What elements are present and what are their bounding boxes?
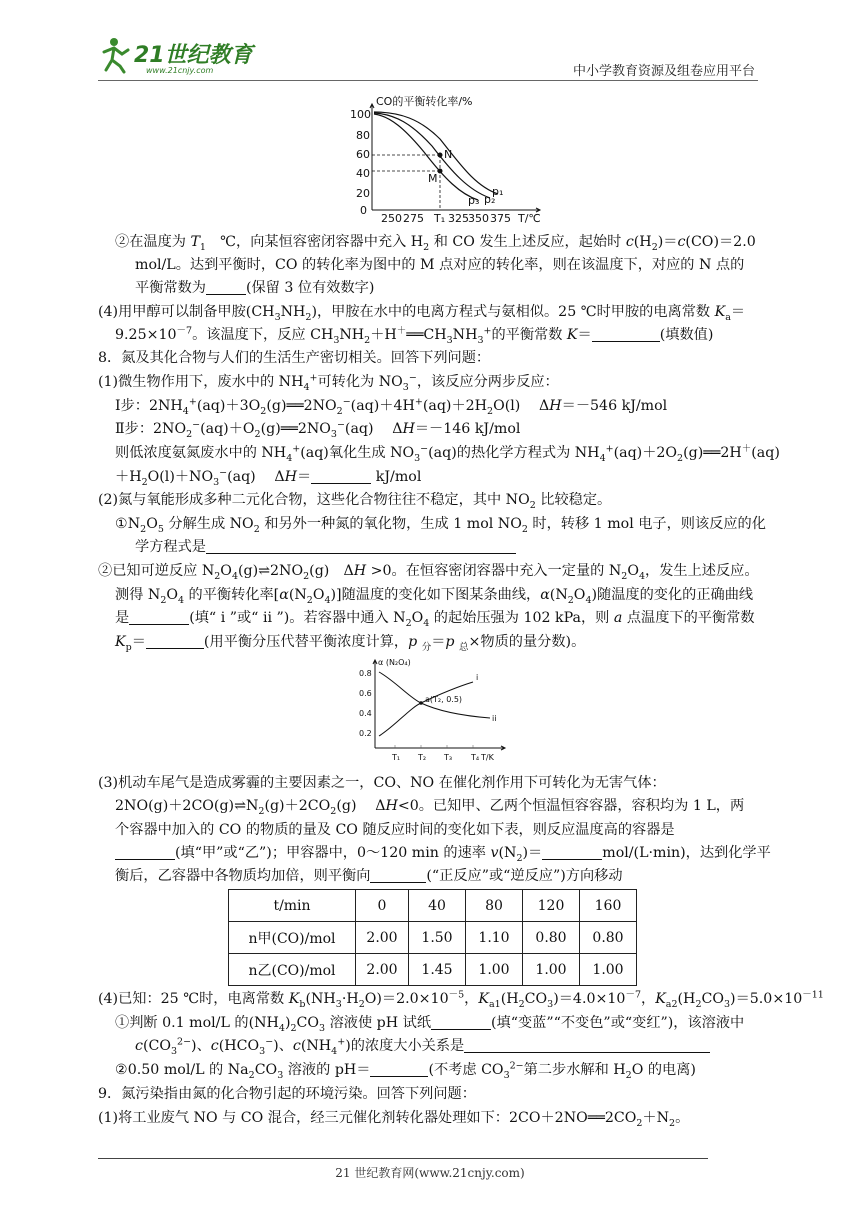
text-line: $+H_2O(l)+NO_3^-(aq)$ ΔH＝ kJ/mol [115,467,422,488]
answer-blank[interactable] [115,845,175,860]
chart1-xtick: T₁ [434,212,446,225]
table-cell: 1.00 [523,954,580,986]
text-line: $9.25\times 10^{-7}$。该温度下，反应 $CH_3NH_2+H^+══CH_3NH_3^+$的平衡常数 K＝ (填数值) [115,325,714,346]
chart1-xunit: T/℃ [518,212,541,225]
table-cell: n甲(CO)/mol [229,922,356,954]
text-line: (4)已知：25 ℃时，电离常数 $K_b(NH_3\cdot H_2O)=2.0\times 10^{-5}$，$K_{a1}(H_2CO_3)=4.0\times 10^{-7}$，$K_{a2}(H_2CO_3)=5.0\times 10^{-11}$ [98,989,824,1010]
label-p1: p₁ [492,185,504,198]
text-line: Ⅱ步：$2NO_2^-(aq)+O_2(g)══2NO_3^-(aq)$ ΔH＝－146 kJ/mol [115,419,521,440]
header-platform-name: 中小学教育资源及组卷应用平台 [572,64,755,79]
chart2-xtick: T₂ [418,753,427,762]
answer-blank[interactable] [464,1038,710,1053]
point-a [419,701,423,705]
co-data-table [228,889,637,986]
text-line: $K_p=$ (用平衡分压代替平衡浓度计算，p $_分$＝p $_总$×物质的量分数)。 [115,634,586,653]
text-line: 学方程式是 [135,537,516,557]
text-line: $c(CO_3^{2-})$、$c(HCO_3^-)$、$c(NH_4^+)$的浓度大小关系是 [135,1036,710,1056]
answer-blank[interactable] [206,539,516,554]
chart1-xtick: 375 [490,212,511,225]
site-logo [98,36,268,76]
curve-ii-label: ii [492,714,497,723]
label-M: M [428,172,438,185]
chart1-y-title: CO的平衡转化率/% [376,95,473,108]
chart2-ytick: 0.6 [359,689,372,698]
text-line: (1)将工业废气 NO 与 CO 混合，经三元催化剂转化器处理如下：$2CO+2NO══2CO_2+N_2$。 [98,1110,690,1129]
chart2-y-title: α (N₂O₄) [378,658,411,667]
table-cell: 0.80 [580,922,637,954]
n2o4-conversion-chart [355,656,515,766]
table-cell: t/min [229,890,356,922]
table-cell: 80 [466,890,523,922]
table-cell: 1.45 [409,954,466,986]
text-line: 平衡常数为 (保留 3 位有效数字) [135,280,375,296]
table-cell: 2.00 [356,922,409,954]
text-line: 9．氮污染指由氮的化合物引起的环境污染。回答下列问题： [98,1086,476,1102]
footer-text: 21 世纪教育网(www.21cnjy.com) [335,1166,525,1180]
answer-blank[interactable] [311,469,371,484]
answer-blank[interactable] [206,280,246,295]
table-row [229,954,637,986]
text-line: 个容器中加入的 CO 的物质的量及 CO 随反应时间的变化如下表，则反应温度高的容器是 [115,822,675,838]
table-cell: 1.00 [580,954,637,986]
chart2-ytick: 0.2 [359,729,372,738]
chart2-xtick: T₄ [471,753,480,762]
text-line: $2NO(g)+2CO(g)\rightleftharpoons N_2(g)+2CO_2(g)$ ΔH<0。已知甲、乙两个恒温恒容容器，容积均为 1 L，两 [115,798,745,817]
co-conversion-chart [350,94,550,226]
text-line: (填“甲”或“乙”)；甲容器中，0～120 min 的速率 $v(N_2)= mol/(L\cdot\min)$，达到化学平 [115,843,771,863]
chart1-ytick: 20 [356,187,370,200]
point-M [438,169,443,174]
chart2-ytick: 0.8 [359,669,372,678]
text-line: ②在温度为 $T_1$ ℃，向某恒容密闭容器中充入 $H_2$ 和 CO 发生上述反应，起始时 $c(H_2)=c(CO)=2.0$ [115,234,756,253]
chart1-xtick: 325 [448,212,469,225]
text-line: (1)微生物作用下，废水中的 $NH_4^+$可转化为 $NO_3^-$，该反应分两步反应： [98,372,559,393]
footer-divider [98,1158,708,1159]
text-line: 8．氮及其化合物与人们的生活生产密切相关。回答下列问题： [98,350,491,366]
chart1-xtick: 275 [403,212,424,225]
text-line: ②已知可逆反应 $N_2O_4(g)\rightleftharpoons 2NO_2(g)$ ΔH >0。在恒容密闭容器中充入一定量的 $N_2O_4$，发生上述反应。 [98,563,759,582]
logo-url: www.21cnjy.com [146,66,214,75]
table-cell: 2.00 [356,954,409,986]
text-line: 衡后，乙容器中各物质均加倍，则平衡向 (“正反应”或“逆反应”)方向移动 [115,868,623,884]
point-N [438,153,443,158]
table-cell: 1.00 [466,954,523,986]
logo-text: 21世纪教育 [134,43,253,68]
text-line: ②0.50 mol/L 的 $Na_2CO_3$ 溶液的 pH＝ (不考虑 $CO_3^{2-}$第二步水解和 $H_2O$ 的电离) [115,1060,696,1081]
text-line: ①判断 0.1 mol/L 的$(NH_4)_2CO_3$ 溶液使 pH 试纸 (填“变蓝”“不变色”或“变红”)，该溶液中 [115,1015,745,1034]
table-cell: n乙(CO)/mol [229,954,356,986]
answer-blank[interactable] [542,845,602,860]
text-line: Ⅰ步：$2NH_4^+(aq)+3O_2(g)══2NO_2^-(aq)+4H^+(aq)+2H_2O(l)$ ΔH＝－546 kJ/mol [115,396,668,417]
text-line: 测得 $N_2O_4$ 的平衡转化率$[\alpha(N_2O_4)]$随温度的变化如下图某条曲线，$\alpha(N_2O_4)$随温度的变化的正确曲线 [115,587,754,606]
answer-blank[interactable] [146,634,204,649]
chart2-xunit: T/K [481,753,494,762]
table-row [229,922,637,954]
chart2-xtick: T₃ [444,753,453,762]
chart1-ytick: 60 [356,148,370,161]
text-line: $①N_2O_5$ 分解生成 $NO_2$ 和另外一种氮的氧化物，生成 1 mol $NO_2$ 时，转移 1 mol 电子，则该反应的化 [115,516,766,535]
table-cell: 120 [523,890,580,922]
chart1-ytick: 0 [360,204,367,217]
label-p2: p₂ [484,193,496,206]
text-line: (4)用甲醇可以制备甲胺$(CH_3NH_2)$，甲胺在水中的电离方程式与氨相似。25 ℃时甲胺的电离常数 $K_a=$ [98,304,746,323]
table-cell: 1.50 [409,922,466,954]
chart2-ytick: 0.4 [359,709,372,718]
text-line: mol/L。达到平衡时，CO 的转化率为图中的 M 点对应的转化率，则在该温度下，对应的 N 点的 [135,257,745,273]
curve-i-label: i [476,673,479,682]
chart1-ytick: 100 [350,108,371,121]
chart1-ytick: 40 [356,167,370,180]
text-line: 则低浓度氨氮废水中的 $NH_4^+(aq)$氧化生成 $NO_3^-(aq)$的热化学方程式为 $NH_4^+(aq)+2O_2(g)══2H^+(aq)$ [115,443,780,464]
chart2-xtick: T₁ [392,753,401,762]
label-p3: p₃ [468,194,480,207]
table-cell: 1.10 [466,922,523,954]
table-header-row [229,890,637,922]
table-cell: 0.80 [523,922,580,954]
table-cell: 0 [356,890,409,922]
chart1-xtick: 350 [468,212,489,225]
curve-p2 [374,113,490,198]
header-divider [98,80,758,81]
curve-i [379,682,473,736]
answer-blank[interactable] [129,610,189,625]
answer-blank[interactable] [592,327,660,342]
table-cell: 40 [409,890,466,922]
answer-blank[interactable] [370,868,426,883]
chart1-xtick: 250 [381,212,402,225]
text-line: (3)机动车尾气是造成雾霾的主要因素之一，CO、NO 在催化剂作用下可转化为无害气体： [98,775,666,791]
point-a-label: a(T₂, 0.5) [425,695,463,704]
chart1-ytick: 80 [356,129,370,142]
answer-blank[interactable] [431,1015,491,1030]
answer-blank[interactable] [370,1062,428,1077]
text-line: 是 (填“ i ”或“ ii ”)。若容器中通入 $N_2O_4$ 的起始压强为 102 kPa，则 a 点温度下的平衡常数 [115,610,755,629]
table-cell: 160 [580,890,637,922]
text-line: (2)氮与氧能形成多种二元化合物，这些化合物往往不稳定，其中 $NO_2$ 比较稳定。 [98,492,612,511]
label-N: N [444,148,453,161]
